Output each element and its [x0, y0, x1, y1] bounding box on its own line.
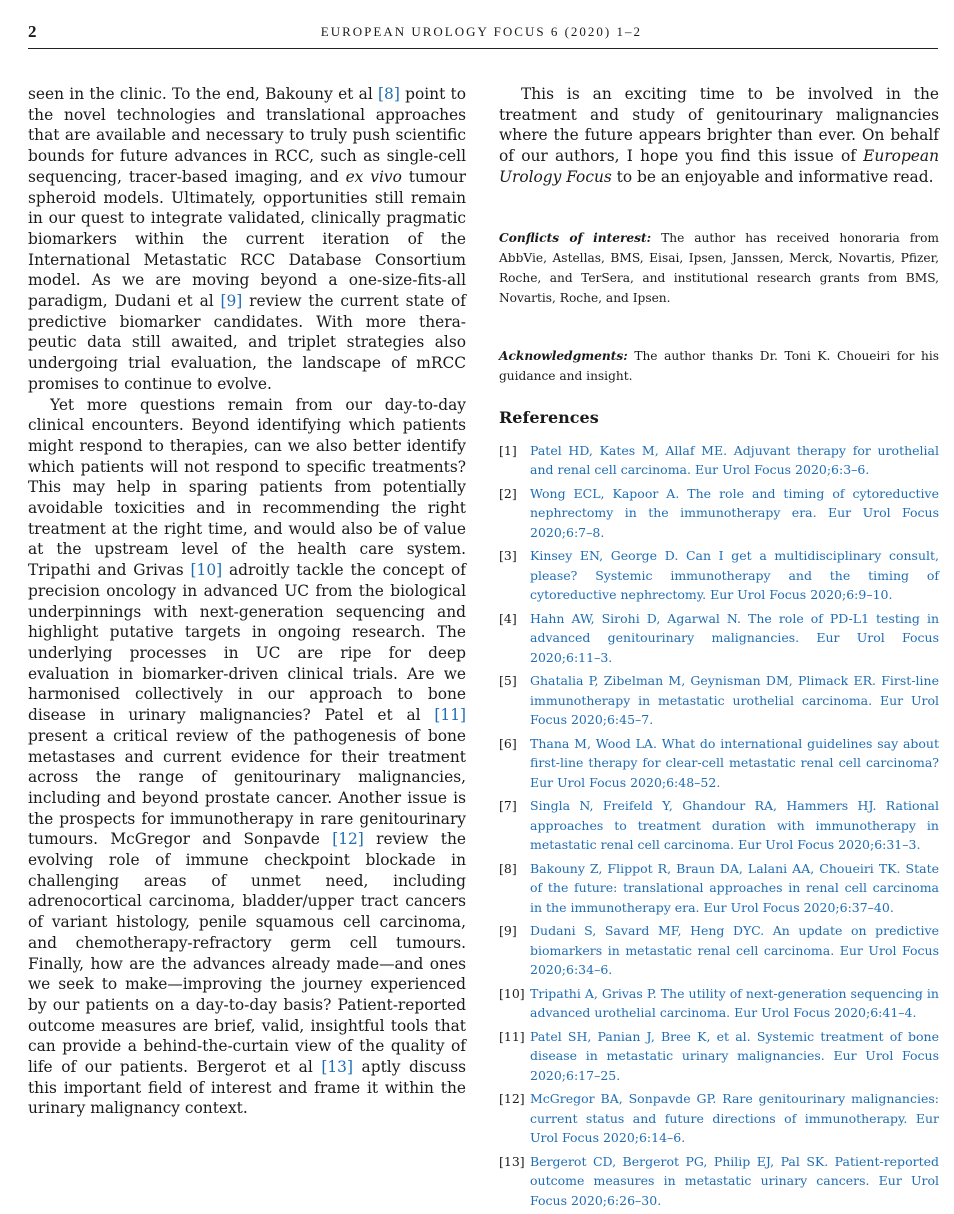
reference-link[interactable]: Wong ECL, Kapoor A. The role and timing of cytoreductive nephrectomy in the immunotherapy era. Eur Urol Focus 2020;6:7–8. [530, 485, 939, 540]
citation-link-12[interactable]: [12] [332, 830, 364, 849]
reference-number: [6] [499, 735, 517, 751]
right-column [499, 84, 939, 1214]
acknowledgments-text: The author thanks Dr. Toni K. Choueiri for his guidance and insight. [499, 348, 939, 383]
reference-number: [4] [499, 610, 517, 626]
reference-link[interactable]: Singla N, Freifeld Y, Ghandour RA, Hammers HJ. Rational approaches to treatment duration with immunotherapy in metastatic renal cell carcinoma. Eur Urol Focus 2020;6:31–3. [530, 798, 939, 853]
reference-number: [5] [499, 673, 517, 689]
reference-number: [7] [499, 798, 517, 814]
conflicts-text: The author has received honoraria from AbbVie, Astellas, BMS, Eisai, Ipsen, Janssen, Merck, Novartis, Pfizer, Roche, and TerSera, and institutional research grants from BMS, Novartis, Roche, and Ipsen. [499, 230, 939, 305]
citation-link-9[interactable]: [9] [220, 292, 243, 311]
citation-link-8[interactable]: [8] [378, 85, 400, 103]
text-run: point to the novel technologies and translational approaches that are available and necessary to truly push scientific bounds for future advances in RCC, such as single-cell sequencing, tracer-based imaging, and [28, 85, 467, 186]
page-header [28, 22, 938, 49]
reference-link[interactable]: Bergerot CD, Bergerot PG, Philip EJ, Pal SK. Patient-reported outcome measures in metastatic urinary cancers. Eur Urol Focus 2020;6:26–30. [530, 1153, 939, 1208]
reference-number: [3] [499, 548, 517, 564]
conflicts-label: Conflicts of interest: [499, 230, 652, 245]
reference-link[interactable]: Ghatalia P, Zibelman M, Geynisman DM, Plimack ER. First-line immunotherapy in metastatic urothelial carcinoma. Eur Urol Focus 2020;6:45–7. [530, 673, 939, 728]
running-head: EUROPEAN UROLOGY FOCUS 6 (2020) 1–2 [320, 24, 642, 39]
text-run: review the evolving role of immune checkpoint blockade in challenging areas of unmet need, including adrenocortical carcinoma, bladder/upper tract cancers of variant histology, penile squamous cell carcinoma, and chemotherapy-refractory germ cell tumours. Finally, how are the advances already made—and ones we seek to make—improving the journey experienced by our patients on a day-to-day basis? Patient-reported outcome measures are brief, valid, insightful tools that can provide a behind-the-curtain view of the quality of life of our patients. Bergerot et al [28, 830, 466, 1077]
reference-item [499, 796, 939, 855]
reference-number: [2] [499, 485, 517, 501]
citation-link-11[interactable]: [11] [434, 706, 466, 725]
reference-number: [10] [499, 985, 525, 1001]
body-paragraph-2 [28, 395, 466, 1120]
reference-number: [12] [499, 1091, 525, 1107]
text-run: aptly discuss this important field of interest and frame it within the urinary malignancy context. [28, 1058, 466, 1118]
journal-name: European Urology Focus [499, 147, 939, 186]
reference-list [499, 441, 939, 1211]
reference-link[interactable]: Dudani S, Savard MF, Heng DYC. An update on predictive biomarkers in metastatic renal cell carcinoma. Eur Urol Focus 2020;6:34–6. [530, 923, 939, 978]
reference-number: [8] [499, 860, 517, 876]
citation-link-13[interactable]: [13] [321, 1058, 353, 1077]
reference-item [499, 609, 939, 668]
reference-link[interactable]: Kinsey EN, George D. Can I get a multidisciplinary consult, please? Systemic immunotherapy and the timing of cytoreductive nephrectomy. Eur Urol Focus 2020;6:9–10. [530, 548, 939, 603]
reference-link[interactable]: McGregor BA, Sonpavde GP. Rare genitourinary malignancies: current status and future directions of immunotherapy. Eur Urol Focus 2020;6:14–6. [530, 1091, 939, 1146]
reference-item [499, 984, 939, 1023]
text-run: adroitly tackle the concept of precision oncology in advanced UC from the biological underpinnings with next-generation sequencing and highlight putative targets in ongoing research. The underlying processes in UC are ripe for deep evaluation in biomarker-driven clinical trials. Are we harmonised collectively in our approach to bone disease in urinary malignancies? Patel et al [28, 561, 466, 725]
italic-text: ex vivo [345, 167, 402, 186]
reference-number: [11] [499, 1028, 525, 1044]
closing-paragraph [499, 84, 939, 188]
reference-link[interactable]: Bakouny Z, Flippot R, Braun DA, Lalani AA, Choueiri TK. State of the future: translational approaches in renal cell carcinoma in the immunotherapy era. Eur Urol Focus 2020;6:37–40. [530, 860, 939, 915]
text-run: present a critical review of the pathogenesis of bone metastases and current evidence for their treatment across the range of genitourinary malignancies, including and beyond prostate cancer. Another issue is the prospects for immunotherapy in rare genitourinary tumours. McGregor and Sonpavde [28, 726, 466, 849]
reference-item [499, 1027, 939, 1086]
text-run: Yet more questions remain from our day-to-day clinical encounters. Beyond identifying which patients might respond to therapies, can we also better identify which patients will not respond to specific treatments? This may help in sparing patients from potentially avoidable toxicities and in recommending the right treatment at the right time, and would also be of value at the upstream level of the health care system. Tripathi and Grivas [28, 395, 466, 580]
page-number: 2 [28, 22, 37, 41]
reference-item [499, 859, 939, 918]
reference-item [499, 921, 939, 980]
reference-link[interactable]: Thana M, Wood LA. What do international guidelines say about first-line therapy for clear-cell metastatic renal cell carcinoma? Eur Urol Focus 2020;6:48–52. [530, 735, 939, 790]
reference-number: [1] [499, 442, 517, 458]
text-run: to be an enjoyable and informative read. [611, 167, 934, 186]
reference-link[interactable]: Patel HD, Kates M, Allaf ME. Adjuvant therapy for urothelial and renal cell carcinoma. Eur Urol Focus 2020;6:3–6. [530, 442, 939, 478]
reference-item [499, 546, 939, 605]
text-run: tumour spheroid models. Ultimately, opportunities still remain in our quest to integrate validated, clinically pragmatic biomarkers within the current iteration of the International Metastatic RCC Database Consortium model. As we are moving beyond a one-size-fits-all paradigm, Dudani et al [28, 167, 466, 311]
left-column [28, 84, 466, 1119]
reference-item [499, 1152, 939, 1211]
reference-item [499, 441, 939, 480]
body-paragraph-1 [28, 84, 466, 395]
citation-link-10[interactable]: [10] [190, 561, 223, 580]
text-run: seen in the clinic. To the end, Bakouny et al [28, 85, 379, 103]
acknowledgments-label: Acknowledgments: [499, 348, 628, 363]
reference-link[interactable]: Tripathi A, Grivas P. The utility of next-generation sequencing in advanced urothelial carcinoma. Eur Urol Focus 2020;6:41–4. [530, 985, 939, 1021]
reference-item [499, 484, 939, 543]
acknowledgments [499, 346, 939, 386]
text-run: review the current state of predictive biomarker candidates. With more therapeutic data still awaited, and triplet strategies also undergoing trial evaluation, the landscape of mRCC promises to continue to evolve. [28, 292, 466, 393]
reference-link[interactable]: Patel SH, Panian J, Bree K, et al. Systemic treatment of bone disease in metastatic urinary malignancies. Eur Urol Focus 2020;6:17–25. [530, 1028, 939, 1083]
text-run: This is an exciting time to be involved in the treatment and study of genitourinary malignancies where the future appears brighter than ever. On behalf of our authors, I hope you find this issue of [499, 85, 939, 166]
reference-link[interactable]: Hahn AW, Sirohi D, Agarwal N. The role of PD-L1 testing in advanced genitourinary malignancies. Eur Urol Focus 2020;6:11–3. [530, 610, 939, 665]
reference-item [499, 1089, 939, 1148]
reference-number: [9] [499, 923, 517, 939]
reference-item [499, 671, 939, 730]
reference-item [499, 734, 939, 793]
references-heading: References [499, 407, 599, 427]
reference-number: [13] [499, 1153, 525, 1169]
conflicts-of-interest [499, 228, 939, 308]
